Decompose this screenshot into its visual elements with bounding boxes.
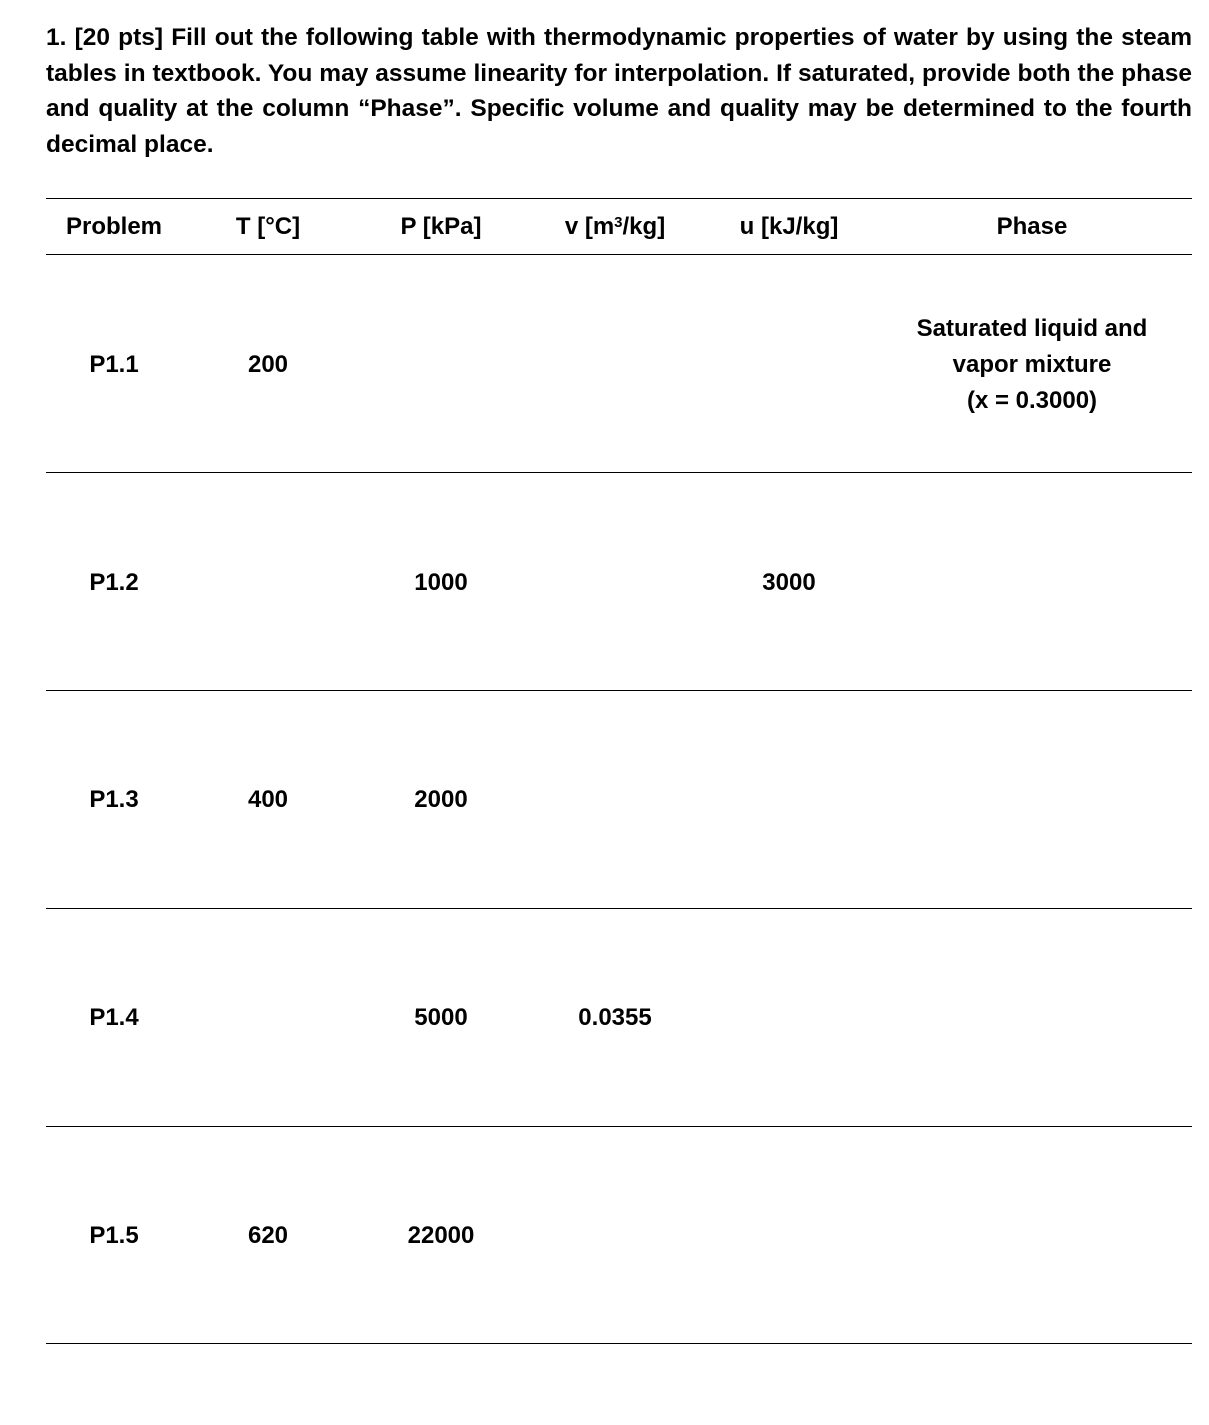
- table-top-rule: [46, 198, 1192, 199]
- header-pressure: P [kPa]: [400, 213, 482, 240]
- row-divider: [46, 472, 1192, 473]
- header-phase: Phase: [996, 213, 1068, 240]
- header-volume-exponent: 3: [614, 214, 623, 231]
- row-problem: P1.1: [89, 351, 139, 378]
- table-bottom-rule: [46, 1343, 1192, 1344]
- row-temperature: 400: [247, 786, 289, 813]
- header-problem: Problem: [65, 213, 163, 240]
- row-phase: [882, 311, 1182, 419]
- header-volume-prefix: v [m: [564, 213, 615, 240]
- phase-line: vapor mixture: [952, 351, 1112, 378]
- row-temperature: 200: [247, 351, 289, 378]
- row-divider: [46, 690, 1192, 691]
- row-divider: [46, 1126, 1192, 1127]
- row-energy: 3000: [762, 569, 816, 596]
- row-problem: P1.2: [89, 569, 139, 596]
- row-problem: P1.3: [89, 786, 139, 813]
- row-problem: P1.5: [89, 1222, 139, 1249]
- phase-line: Saturated liquid and: [916, 315, 1148, 342]
- row-divider: [46, 908, 1192, 909]
- row-pressure: 1000: [414, 569, 468, 596]
- row-pressure: 2000: [414, 786, 468, 813]
- row-pressure: 22000: [407, 1222, 475, 1249]
- row-temperature: 620: [247, 1222, 289, 1249]
- table-header-rule: [46, 254, 1192, 255]
- row-pressure: 5000: [414, 1004, 468, 1031]
- row-volume: 0.0355: [578, 1004, 652, 1031]
- header-temperature: T [°C]: [235, 213, 301, 240]
- question-text: 1. [20 pts] Fill out the following table with thermodynamic properties of water by using the steam tables in textbook. You may assume linearity for interpolation. If saturated, provide both the phase and quality at the column “Phase”. Specific volume and quality may be determined to the fourth decimal place.: [46, 24, 1192, 159]
- row-problem: P1.4: [89, 1004, 139, 1031]
- header-volume: [565, 209, 665, 245]
- phase-line: (x = 0.3000): [966, 387, 1098, 414]
- header-volume-suffix: /kg]: [622, 213, 666, 240]
- header-energy: u [kJ/kg]: [739, 213, 839, 240]
